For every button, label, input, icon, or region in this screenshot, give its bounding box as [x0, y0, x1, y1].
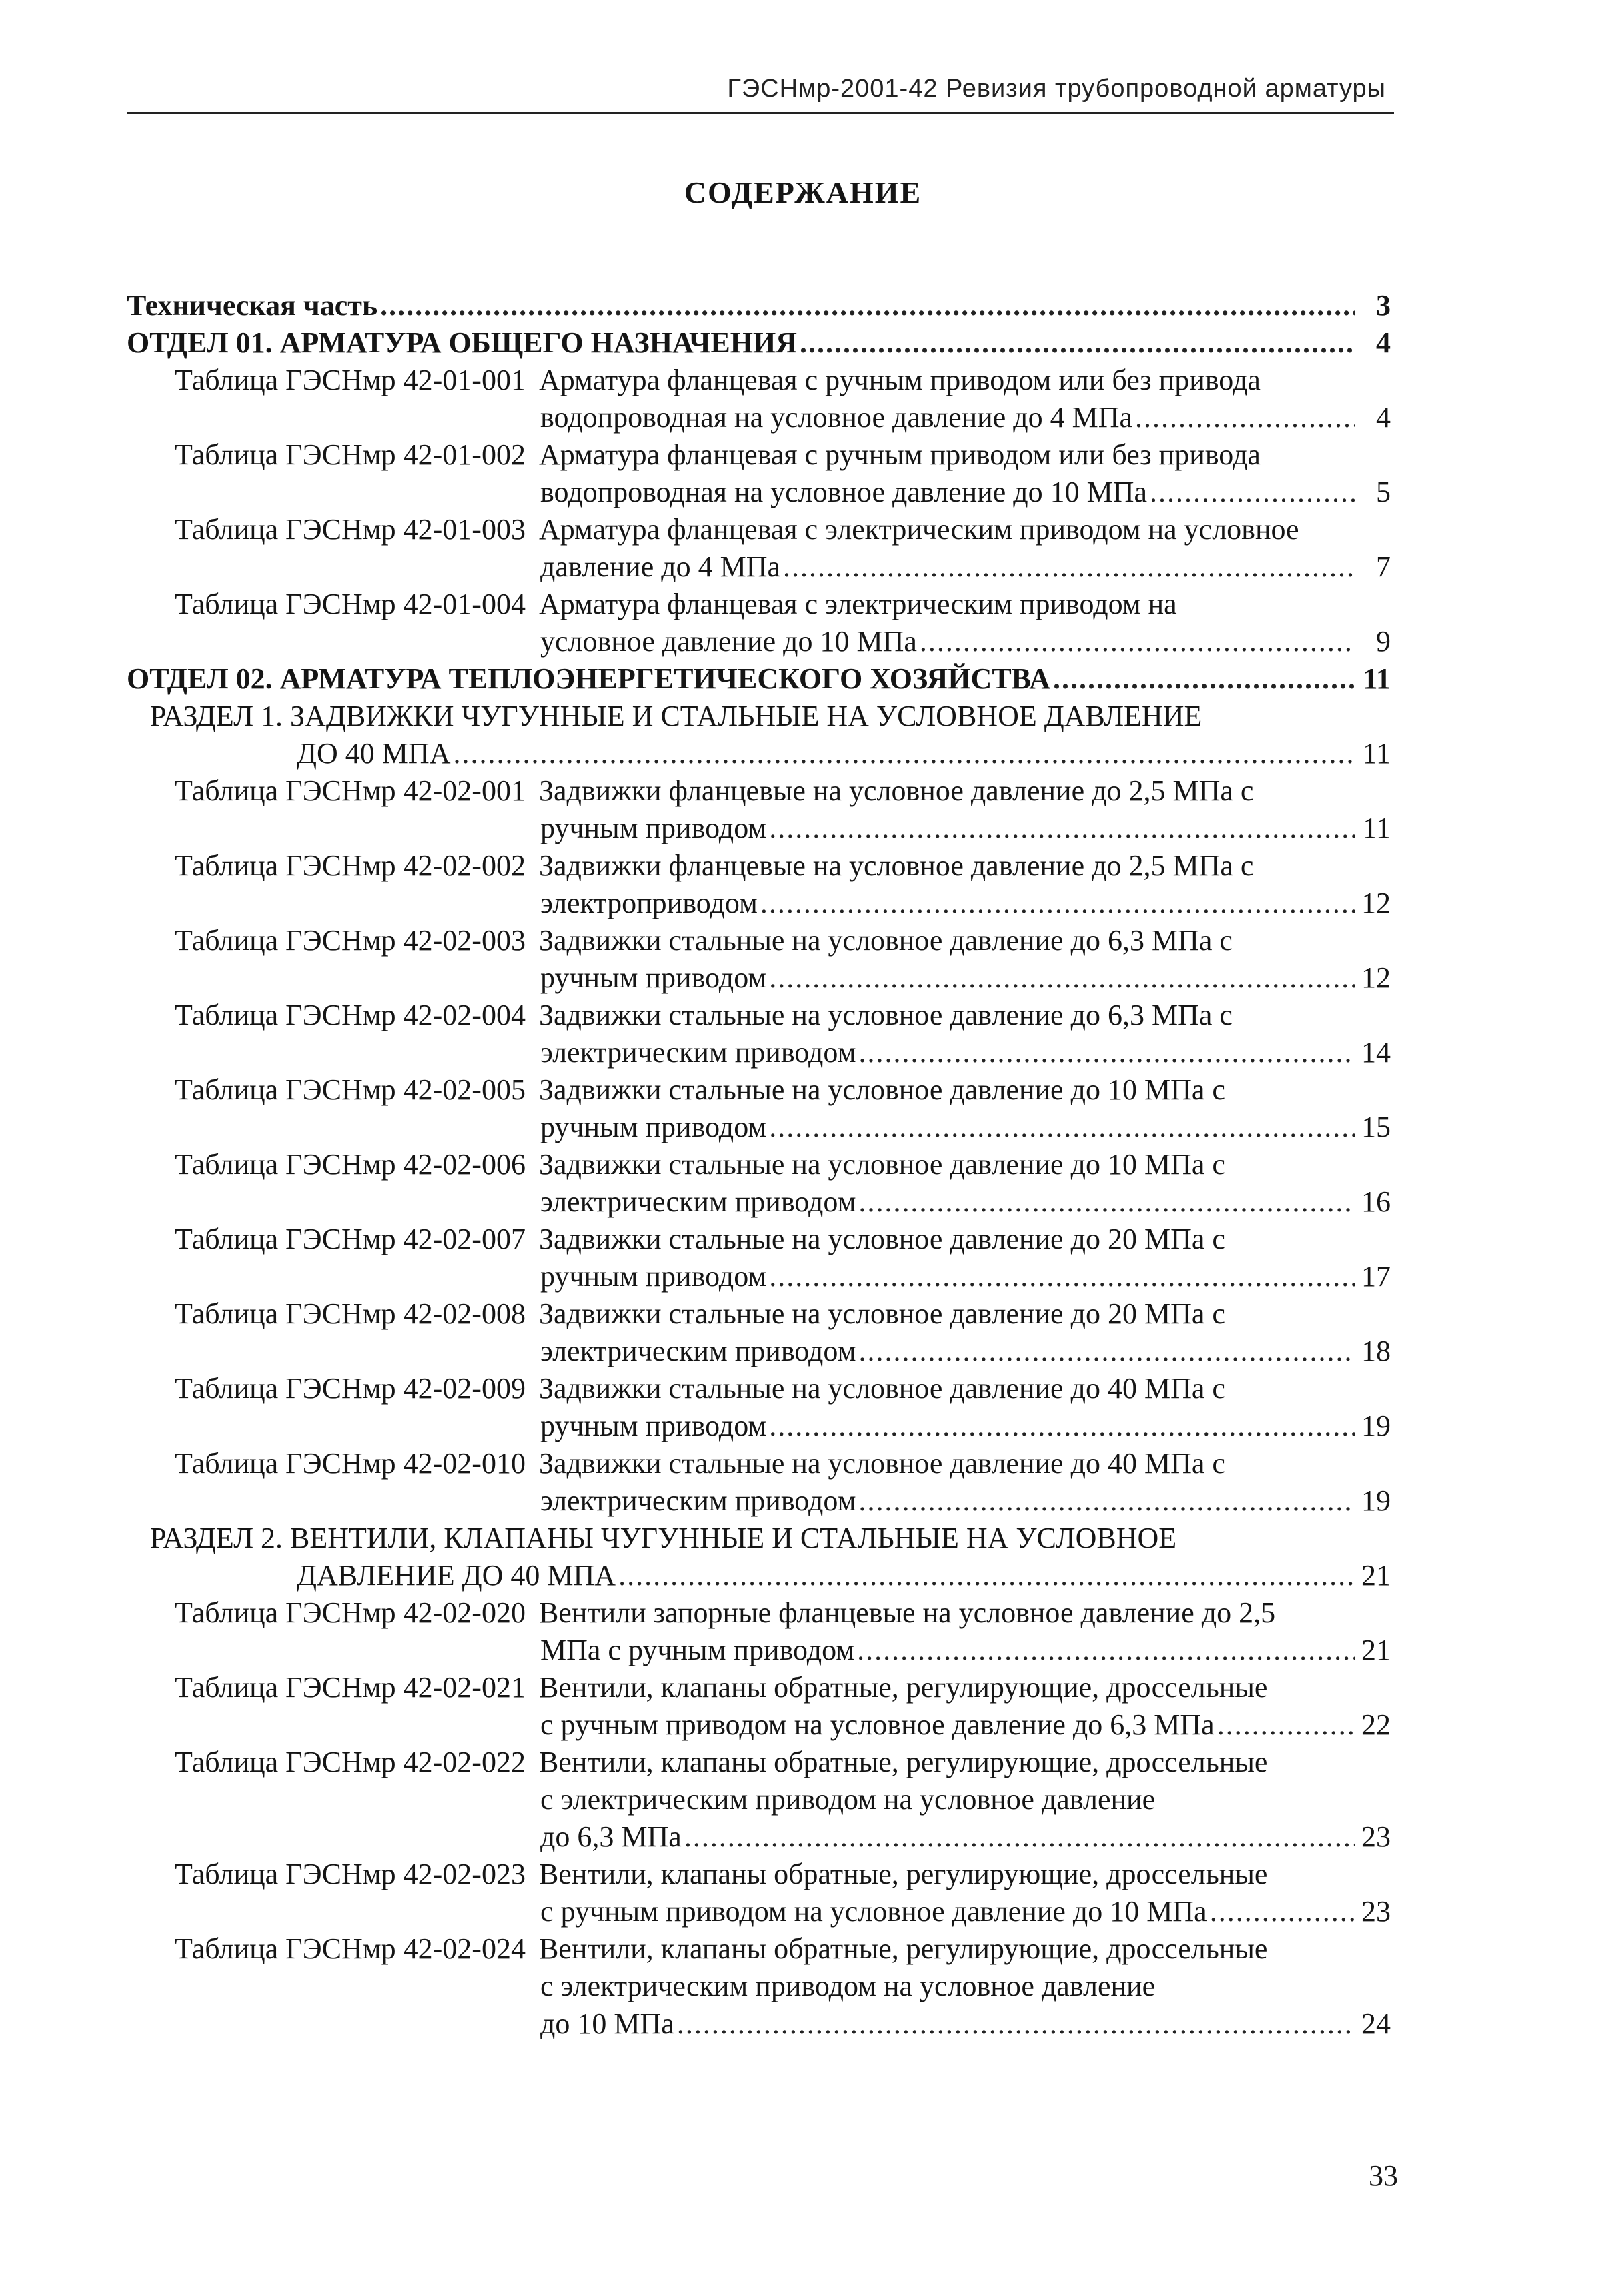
toc-page-number: 18: [1361, 1335, 1391, 1367]
toc-entry-text: электрическим приводом: [540, 1335, 856, 1367]
toc-page-number: 4: [1376, 326, 1391, 359]
toc-page-number: 9: [1376, 625, 1391, 658]
toc-page-number: 16: [1361, 1185, 1391, 1218]
toc-entry-text: Арматура фланцевая с электрическим приводом на условное: [538, 513, 1299, 546]
toc-leader-dots: [800, 324, 1355, 362]
toc-leader-dots: [920, 623, 1355, 660]
toc-entry-text: условное давление до 10 МПа: [540, 625, 917, 658]
toc-entry-text: электроприводом: [540, 887, 758, 919]
toc-leader-dots: [1217, 1706, 1355, 1744]
toc-page-number: 4: [1376, 401, 1391, 434]
toc-entry-text: с ручным приводом на условное давление до 6,3 МПа: [540, 1708, 1215, 1741]
toc-entry-text: Арматура фланцевая с ручным приводом или без привода: [538, 364, 1261, 396]
running-header: ГЭСНмр-2001-42 Ревизия трубопроводной арматуры: [727, 75, 1386, 103]
toc-entry-text: Арматура фланцевая с ручным приводом или без привода: [538, 438, 1261, 471]
toc-entry-text: Арматура фланцевая с электрическим приводом на: [538, 588, 1177, 620]
toc-page-number: 22: [1361, 1708, 1391, 1741]
toc-leader-dots: [769, 1109, 1355, 1146]
toc-entry-text: Вентили, клапаны обратные, регулирующие, дроссельные: [538, 1932, 1268, 1965]
toc-table-code: Таблица ГЭСНмр 42-01-004: [175, 588, 526, 620]
toc-page-number: 7: [1376, 550, 1391, 583]
toc-table-code: Таблица ГЭСНмр 42-01-003: [175, 513, 526, 546]
toc-entry-text: Задвижки стальные на условное давление до 20 МПа с: [538, 1223, 1225, 1255]
toc-entry-text: до 6,3 МПа: [540, 1820, 682, 1853]
toc-leader-dots: [783, 548, 1355, 586]
toc-entry-text: Задвижки фланцевые на условное давление до 2,5 МПа с: [538, 774, 1254, 807]
toc-entry-text: ДО 40 МПА: [297, 737, 451, 770]
toc-page-number: 23: [1361, 1895, 1391, 1928]
toc-table-code: Таблица ГЭСНмр 42-01-001: [175, 364, 526, 396]
toc-entry-text: ОТДЕЛ 01. АРМАТУРА ОБЩЕГО НАЗНАЧЕНИЯ: [127, 326, 797, 359]
toc-entry-text: РАЗДЕЛ 2. ВЕНТИЛИ, КЛАПАНЫ ЧУГУННЫЕ И СТАЛЬНЫЕ НА УСЛОВНОЕ: [150, 1522, 1177, 1554]
toc-leader-dots: [677, 2005, 1355, 2043]
toc-page-number: 24: [1361, 2007, 1391, 2040]
toc-page-number: 11: [1362, 737, 1391, 770]
toc-table-code: Таблица ГЭСНмр 42-02-007: [175, 1223, 526, 1255]
toc-entry-text: Задвижки стальные на условное давление до 40 МПа с: [538, 1447, 1225, 1480]
toc-leader-dots: [858, 1482, 1355, 1520]
toc-leader-dots: [1135, 399, 1355, 436]
toc-entry-text: с электрическим приводом на условное давление: [540, 1783, 1156, 1816]
toc-table-code: Таблица ГЭСНмр 42-02-010: [175, 1447, 526, 1480]
toc-entry-text: с электрическим приводом на условное давление: [540, 1970, 1156, 2002]
toc-entry-text: ручным приводом: [540, 1409, 767, 1442]
toc-leader-dots: [684, 1818, 1355, 1856]
toc-leader-dots: [857, 1632, 1355, 1669]
toc-table-code: Таблица ГЭСНмр 42-02-003: [175, 924, 526, 957]
toc-leader-dots: [618, 1557, 1355, 1594]
toc-page-number: 21: [1361, 1559, 1391, 1592]
toc-page-number: 19: [1361, 1484, 1391, 1517]
toc-entry-text: ОТДЕЛ 02. АРМАТУРА ТЕПЛОЭНЕРГЕТИЧЕСКОГО ХОЗЯЙСТВА: [127, 662, 1051, 695]
toc-entry-text: водопроводная на условное давление до 10 МПа: [540, 476, 1148, 508]
toc-table-code: Таблица ГЭСНмр 42-02-005: [175, 1073, 526, 1106]
toc-entry-text: ДАВЛЕНИЕ ДО 40 МПА: [297, 1559, 616, 1592]
toc-table-code: Таблица ГЭСНмр 42-02-024: [175, 1932, 526, 1965]
toc-table-code: Таблица ГЭСНмр 42-02-008: [175, 1297, 526, 1330]
toc-entry-text: Задвижки стальные на условное давление до 20 МПа с: [538, 1297, 1225, 1330]
toc-entry-text: Техническая часть: [127, 289, 378, 322]
toc-table-code: Таблица ГЭСНмр 42-01-002: [175, 438, 526, 471]
toc-table-code: Таблица ГЭСНмр 42-02-009: [175, 1372, 526, 1405]
toc-leader-dots: [858, 1183, 1355, 1221]
page-title: СОДЕРЖАНИЕ: [684, 175, 922, 209]
toc-table-code: Таблица ГЭСНмр 42-02-004: [175, 999, 526, 1031]
toc-page-number: 23: [1361, 1820, 1391, 1853]
toc-page-number: 11: [1363, 662, 1391, 695]
toc-entry-text: давление до 4 МПа: [540, 550, 781, 583]
toc-leader-dots: [858, 1333, 1355, 1370]
toc-table-code: Таблица ГЭСНмр 42-02-021: [175, 1671, 526, 1704]
toc-table-code: Таблица ГЭСНмр 42-02-023: [175, 1858, 526, 1890]
toc-entry-text: ручным приводом: [540, 812, 767, 844]
toc-leader-dots: [769, 959, 1355, 997]
toc-page-number: 12: [1361, 887, 1391, 919]
toc-entry-text: Задвижки стальные на условное давление до 6,3 МПа с: [538, 924, 1233, 957]
toc-page-number: 3: [1376, 289, 1391, 322]
toc-page-number: 11: [1362, 812, 1391, 844]
toc-page-number: 17: [1361, 1260, 1391, 1293]
toc-entry-text: ручным приводом: [540, 1111, 767, 1143]
toc-entry-text: до 10 МПа: [540, 2007, 674, 2040]
toc-entry-text: РАЗДЕЛ 1. ЗАДВИЖКИ ЧУГУННЫЕ И СТАЛЬНЫЕ НА УСЛОВНОЕ ДАВЛЕНИЕ: [150, 700, 1202, 732]
toc-table-code: Таблица ГЭСНмр 42-02-022: [175, 1746, 526, 1778]
toc-entry-text: с ручным приводом на условное давление до 10 МПа: [540, 1895, 1207, 1928]
toc-leader-dots: [1053, 660, 1355, 698]
toc-leader-dots: [380, 287, 1355, 324]
toc-page-number: 5: [1376, 476, 1391, 508]
toc-page-number: 12: [1361, 961, 1391, 994]
toc-table-code: Таблица ГЭСНмр 42-02-002: [175, 849, 526, 882]
toc-leader-dots: [769, 1407, 1355, 1445]
toc-page-number: 21: [1361, 1634, 1391, 1666]
toc-leader-dots: [1210, 1893, 1355, 1930]
toc-leader-dots: [760, 885, 1355, 922]
toc-entry-text: ручным приводом: [540, 1260, 767, 1293]
toc-leader-dots: [858, 1034, 1355, 1071]
toc-entry-text: Задвижки стальные на условное давление до 40 МПа с: [538, 1372, 1225, 1405]
toc-entry-text: электрическим приводом: [540, 1484, 856, 1517]
toc-entry-text: Задвижки стальные на условное давление до 10 МПа с: [538, 1148, 1225, 1181]
toc-leader-dots: [769, 810, 1355, 847]
toc-table-code: Таблица ГЭСНмр 42-02-006: [175, 1148, 526, 1181]
toc-entry-text: Вентили запорные фланцевые на условное давление до 2,5: [538, 1596, 1276, 1629]
toc-entry-text: Задвижки стальные на условное давление до 6,3 МПа с: [538, 999, 1233, 1031]
toc-entry-text: МПа с ручным приводом: [540, 1634, 855, 1666]
toc-entry-text: Задвижки стальные на условное давление до 10 МПа с: [538, 1073, 1225, 1106]
toc-entry-text: Задвижки фланцевые на условное давление до 2,5 МПа с: [538, 849, 1254, 882]
toc-entry-text: Вентили, клапаны обратные, регулирующие, дроссельные: [538, 1746, 1268, 1778]
toc-entry-text: электрическим приводом: [540, 1036, 856, 1069]
toc-table-code: Таблица ГЭСНмр 42-02-001: [175, 774, 526, 807]
toc-entry-text: Вентили, клапаны обратные, регулирующие, дроссельные: [538, 1671, 1268, 1704]
toc-entry-text: водопроводная на условное давление до 4 МПа: [540, 401, 1133, 434]
toc-leader-dots: [1150, 474, 1355, 511]
toc-table-code: Таблица ГЭСНмр 42-02-020: [175, 1596, 526, 1629]
toc-page-number: 19: [1361, 1409, 1391, 1442]
toc-page-number: 15: [1361, 1111, 1391, 1143]
toc-entry-text: ручным приводом: [540, 961, 767, 994]
toc-entry-text: Вентили, клапаны обратные, регулирующие, дроссельные: [538, 1858, 1268, 1890]
toc-page-number: 14: [1361, 1036, 1391, 1069]
toc-leader-dots: [769, 1258, 1355, 1295]
toc-leader-dots: [453, 735, 1355, 772]
page-number: 33: [1369, 2159, 1398, 2192]
header-rule: [127, 112, 1394, 114]
toc-entry-text: электрическим приводом: [540, 1185, 856, 1218]
